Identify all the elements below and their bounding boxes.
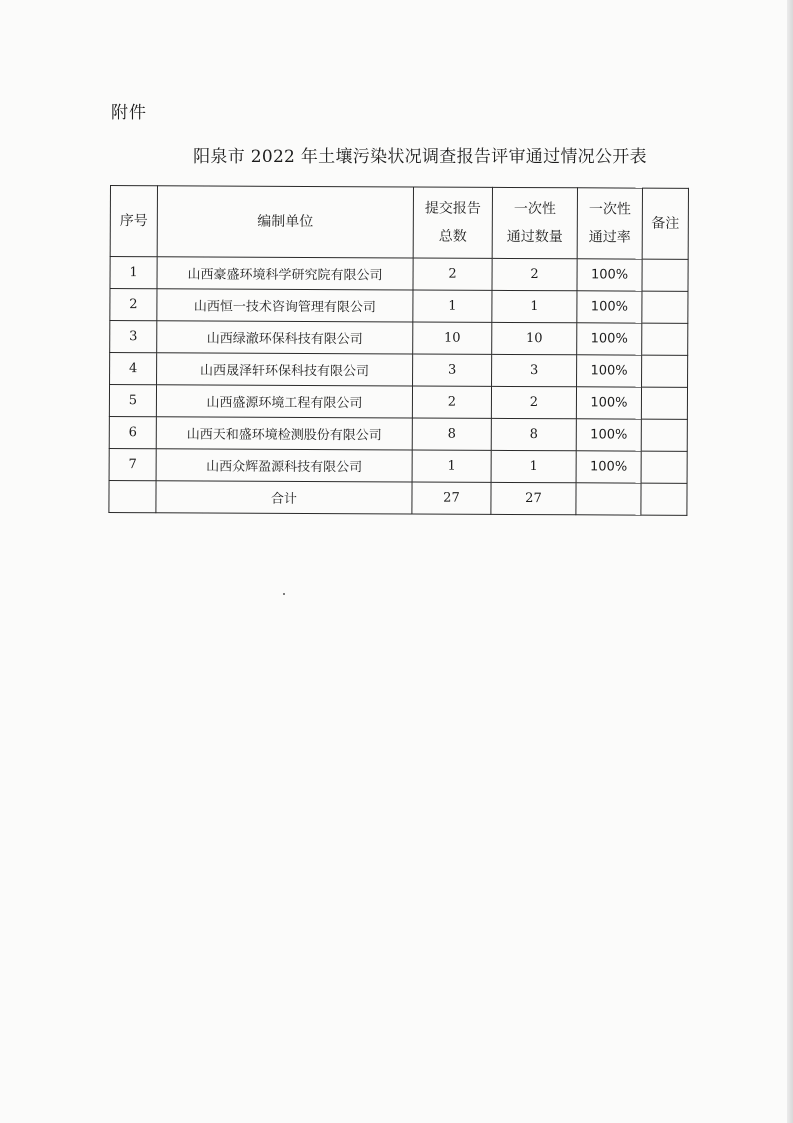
cell-note [641,419,687,451]
cell-submitted: 2 [412,386,491,418]
review-results-table [108,185,689,516]
page-edge-shadow [787,0,793,1123]
total-label: 合计 [156,481,412,514]
cell-seq: 5 [109,385,156,417]
cell-seq: 4 [110,353,157,385]
cell-note [641,451,687,483]
cell-unit: 山西晟泽轩环保科技有限公司 [157,353,413,386]
cell-passed: 8 [491,418,576,450]
cell-rate: 100% [576,419,641,451]
cell-unit: 山西天和盛环境检测股份有限公司 [156,417,412,450]
total-passed: 27 [491,482,576,514]
table-row [110,353,688,388]
cell-note [642,291,688,323]
table-row [110,257,688,292]
cell-passed: 3 [492,354,577,386]
cell-seq: 7 [109,448,156,480]
cell-submitted: 1 [413,290,492,322]
cell-submitted: 8 [412,418,491,450]
cell-rate: 100% [577,323,642,355]
cell-passed: 2 [492,258,577,290]
cell-submitted: 3 [413,354,492,386]
cell-submitted: 2 [413,258,492,290]
cell-note [642,355,688,387]
cell-seq: 1 [110,257,157,289]
total-seq-empty [109,480,156,512]
cell-seq: 3 [110,321,157,353]
table-total-row [109,480,687,515]
document-title: 阳泉市 2022 年土壤污染状况调查报告评审通过情况公开表 [193,147,647,167]
cell-note [642,259,688,291]
header-passed: 一次性 通过数量 [492,187,577,258]
cell-seq: 6 [109,416,156,448]
total-rate-empty [576,483,641,515]
cell-unit: 山西众辉盈源科技有限公司 [156,449,412,482]
total-note-empty [641,483,687,515]
header-note: 备注 [642,188,688,259]
cell-rate: 100% [577,355,642,387]
scan-speck [283,593,285,595]
header-rate: 一次性 通过率 [577,188,642,259]
cell-passed: 2 [491,386,576,418]
cell-note [641,387,687,419]
table-header-row [110,186,688,260]
table-row [110,321,688,356]
cell-unit: 山西豪盛环境科学研究院有限公司 [157,257,413,290]
total-submitted: 27 [412,482,491,514]
cell-unit: 山西绿澈环保科技有限公司 [157,321,413,354]
cell-rate: 100% [577,291,642,323]
table-row [109,385,687,420]
table-row [109,448,687,483]
cell-rate: 100% [576,387,641,419]
cell-seq: 2 [110,289,157,321]
header-seq: 序号 [110,186,157,257]
cell-passed: 10 [492,322,577,354]
cell-unit: 山西恒一技术咨询管理有限公司 [157,289,413,322]
table-row [110,289,688,324]
header-unit: 编制单位 [157,186,413,258]
attachment-label: 附件 [111,103,147,123]
cell-passed: 1 [492,290,577,322]
cell-note [642,323,688,355]
cell-submitted: 1 [412,450,491,482]
header-submitted: 提交报告 总数 [413,187,492,258]
cell-rate: 100% [576,451,641,483]
cell-rate: 100% [577,259,642,291]
cell-unit: 山西盛源环境工程有限公司 [156,385,412,418]
cell-passed: 1 [491,450,576,482]
table-row [109,416,687,451]
cell-submitted: 10 [413,322,492,354]
